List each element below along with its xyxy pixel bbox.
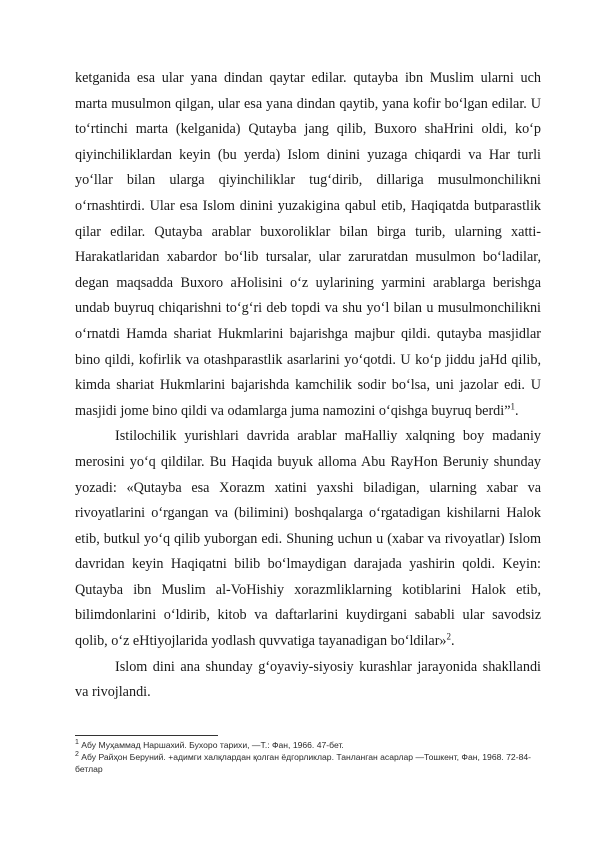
paragraph-3-text: Islom dini ana shunday g‘oyaviy-siyosiy kurashlar jarayonida shakllandi va rivojlandi. <box>75 658 541 701</box>
footnote-1-number: 1 <box>75 739 79 747</box>
footnote-ref-2: 2 <box>446 631 452 642</box>
footnote-2-text: Абу Райҳон Беруний. +адимги халқлардан қолган ёдгорликлар. Танланган асарлар —Тошкент, Фан, 1968. 72-84-бетлар <box>75 752 531 774</box>
paragraph-1 <box>75 66 541 424</box>
footnote-1 <box>75 739 541 751</box>
main-text <box>75 66 541 706</box>
footnote-1-text: Абу Муҳаммад Наршахий. Бухоро тарихи, —Т.: Фан, 1966. 47-бет. <box>81 740 344 750</box>
footnote-divider <box>75 735 218 736</box>
paragraph-1-text: ketganida esa ular yana dindan qaytar edilar. qutayba ibn Muslim ularni uch marta musulmon qilgan, ular esa yana dindan qaytib, yana kofir bo‘lgan edilar. U to‘rtinchi marta (kelganida) Qutayba jang qilib, Buxoro shaHrini oldi, ko‘p qiyinchiliklardan keyin (bu yerda) Islom dinini yuzaga chiqardi va Har turli yo‘llar bilan ularga qiyinchiliklar tug‘dirib, dillariga musulmonchilikni o‘rnashtirdi. Ular esa Islom dinini yuzakigina qabul etib, Haqiqatda butparastlik qilar edilar. Qutayba arablar buxoroliklar bilan birga turib, ularning xatti-Harakatlaridan xabardor bo‘lib tursalar, ular zaruratdan musulmon bo‘ladilar, degan maqsadda Buxoro aHolisini o‘z uylarining yarmini arablarga berishga undab buyruq chiqarishni to‘g‘ri deb topdi va shu yo‘l bilan u musulmonchilikni o‘rnatdi Hamda shariat Hukmlarini bajarishga majbur qildi. qutayba masjidlar bino qildi, kofirlik va otashparastlik asarlarini yo‘qotdi. U ko‘p jiddu jaHd qilib, kimda shariat Hukmlarini bajarishda kamchilik sodir bo‘lsa, uni jazolar edi. U masjidi jome bino qildi va odamlarga juma namozini o‘qishga buyruq berdi” <box>75 70 541 419</box>
paragraph-1-tail: . <box>515 402 519 419</box>
paragraph-2 <box>75 424 541 654</box>
paragraph-2-tail: . <box>451 633 455 650</box>
footnotes <box>75 739 541 775</box>
paragraph-2-text: Istilochilik yurishlari davrida arablar maHalliy xalqning boy madaniy merosini yo‘q qildilar. Bu Haqida buyuk alloma Abu RayHon Beruniy shunday yozadi: «Qutayba esa Xorazm xatini yaxshi biladigan, ularning xabar va rivoyatlarini o‘rgangan va (bilimini) boshqalarga o‘rgatadigan kishilarni Halok etib, butkul yo‘q qilib yuborgan edi. Shuning uchun u (xabar va rivoyatlar) Islom davridan keyin Haqiqatni bilib bo‘lmaydigan darajada yashirin qoldi. Keyin: Qutayba ibn Muslim al-VoHishiy xorazmliklarning kotiblarini Halok etib, bilimdonlarini o‘ldirib, kitob va daftarlarini kuydirgani sababli ular savodsiz qolib, o‘z eHtiyojlarida yodlash quvvatiga tayanadigan bo‘ldilar» <box>75 428 541 650</box>
footnote-ref-1: 1 <box>510 400 516 411</box>
footnote-2-number: 2 <box>75 751 79 759</box>
footnote-2 <box>75 751 541 775</box>
paragraph-3 <box>75 655 541 706</box>
